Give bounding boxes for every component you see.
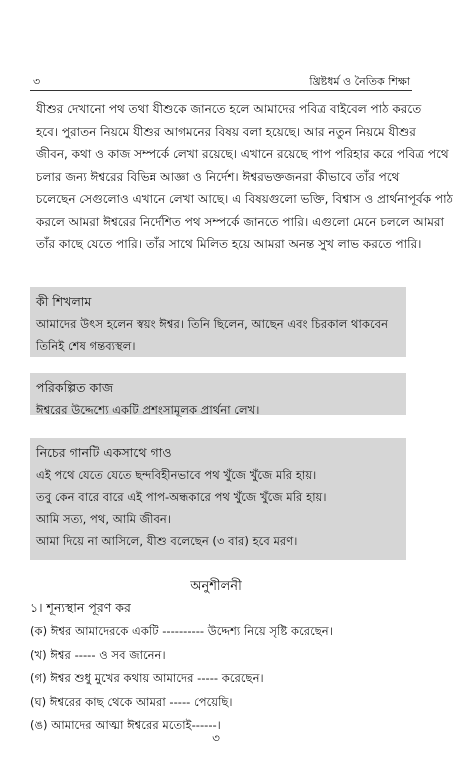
intro-line: চলেছেন সেগুলোও এখানে লেখা আছে। এ বিষয়গুলো ভক্তি, বিশ্বাস ও প্রার্থনাপূর্বক পাঠ (36, 192, 453, 206)
song-box-title: নিচের গানটি একসাথে গাও (36, 445, 172, 460)
intro-line: করলে আমরা ঈশ্বরের নির্দেশিত পথ সম্পর্কে জানতে পারি। এগুলো মেনে চললে আমরা (36, 214, 444, 229)
song-box (30, 438, 406, 560)
intro-line: জীবন, কথা ও কাজ সম্পর্কে লেখা রয়েছে। এখানে রয়েছে পাপ পরিহার করে পবিত্র পথে (36, 147, 449, 161)
learned-box-title: কী শিখলাম (36, 294, 92, 309)
song-line: আমি সত্য, পথ, আমি জীবন। (36, 512, 171, 526)
song-line: এই পথে যেতে যেতে ছন্দবিহীনভাবে পথ খুঁজে খুঁজে মরি হায়। (36, 468, 317, 482)
learned-box-line: তিনিই শেষ গন্তব্যস্থল। (36, 339, 136, 353)
exercise-item: (খ) ঈশ্বর ----- ও সব জানেন। (30, 647, 166, 662)
intro-line: যীশুর দেখানো পথ তথা যীশুকে জানতে হলে আমাদের পবিত্র বাইবেল পাঠ করতে (36, 102, 422, 116)
header-book-title: খ্রিষ্টধর্ম ও নৈতিক শিক্ষা (309, 75, 410, 88)
exercise-item: (গ) ঈশ্বর শুধু মুখের কথায় আমাদের ----- করেছেন। (30, 671, 264, 685)
exercise-item: (ক) ঈশ্বর আমাদেরকে একটি ---------- উদ্দেশ্য নিয়ে সৃষ্টি করেছেন। (30, 624, 333, 638)
planned-work-line: ঈশ্বরের উদ্দেশ্যে একটি প্রশংসামূলক প্রার্থনা লেখ। (36, 403, 260, 417)
planned-work-title: পরিকল্পিত কাজ (36, 380, 114, 395)
exercise-items (30, 620, 410, 738)
exercise-question: ১। শূন্যস্থান পূরণ কর (30, 600, 131, 615)
intro-line: তাঁর কাছে যেতে পারি। তাঁর সাথে মিলিত হয়ে আমরা অনন্ত সুখ লাভ করতে পারি। (36, 237, 422, 251)
exercise-item: (ঘ) ঈশ্বরের কাছ থেকে আমরা ----- পেয়েছি। (30, 694, 233, 709)
song-line: তবু কেন বারে বারে এই পাপ-অন্ধকারে পথ খুঁজে খুঁজে মরি হায়। (36, 490, 327, 504)
learned-box (30, 287, 406, 357)
exercise-item: (ঙ) আমাদের আত্মা ঈশ্বরের মতোই------। (30, 718, 221, 732)
learned-box-line: আমাদের উৎস হলেন স্বয়ং ঈশ্বর। তিনি ছিলেন, আছেন এবং চিরকাল থাকবেন (36, 317, 389, 331)
intro-paragraph (36, 98, 453, 256)
footer-page-number: ৩ (212, 731, 220, 745)
intro-line: হবে। পুরাতন নিয়মে যীশুর আগমনের বিষয় বলা হয়েছে। আর নতুন নিয়মে যীশুর (36, 124, 416, 139)
header-divider (30, 90, 412, 91)
exercise-title: অনুশীলনী (190, 579, 242, 594)
song-line: আমা দিয়ে না আসিলে, যীশু বলেছেন (৩ বার) হবে মরণ। (36, 534, 298, 548)
intro-line: চলার জন্য ঈশ্বরের বিভিন্ন আজ্ঞা ও নির্দেশ। ঈশ্বরভক্তজনরা কীভাবে তাঁর পথে (36, 169, 400, 184)
planned-work-box (30, 373, 406, 415)
header-page-number: ৩ (33, 75, 41, 88)
